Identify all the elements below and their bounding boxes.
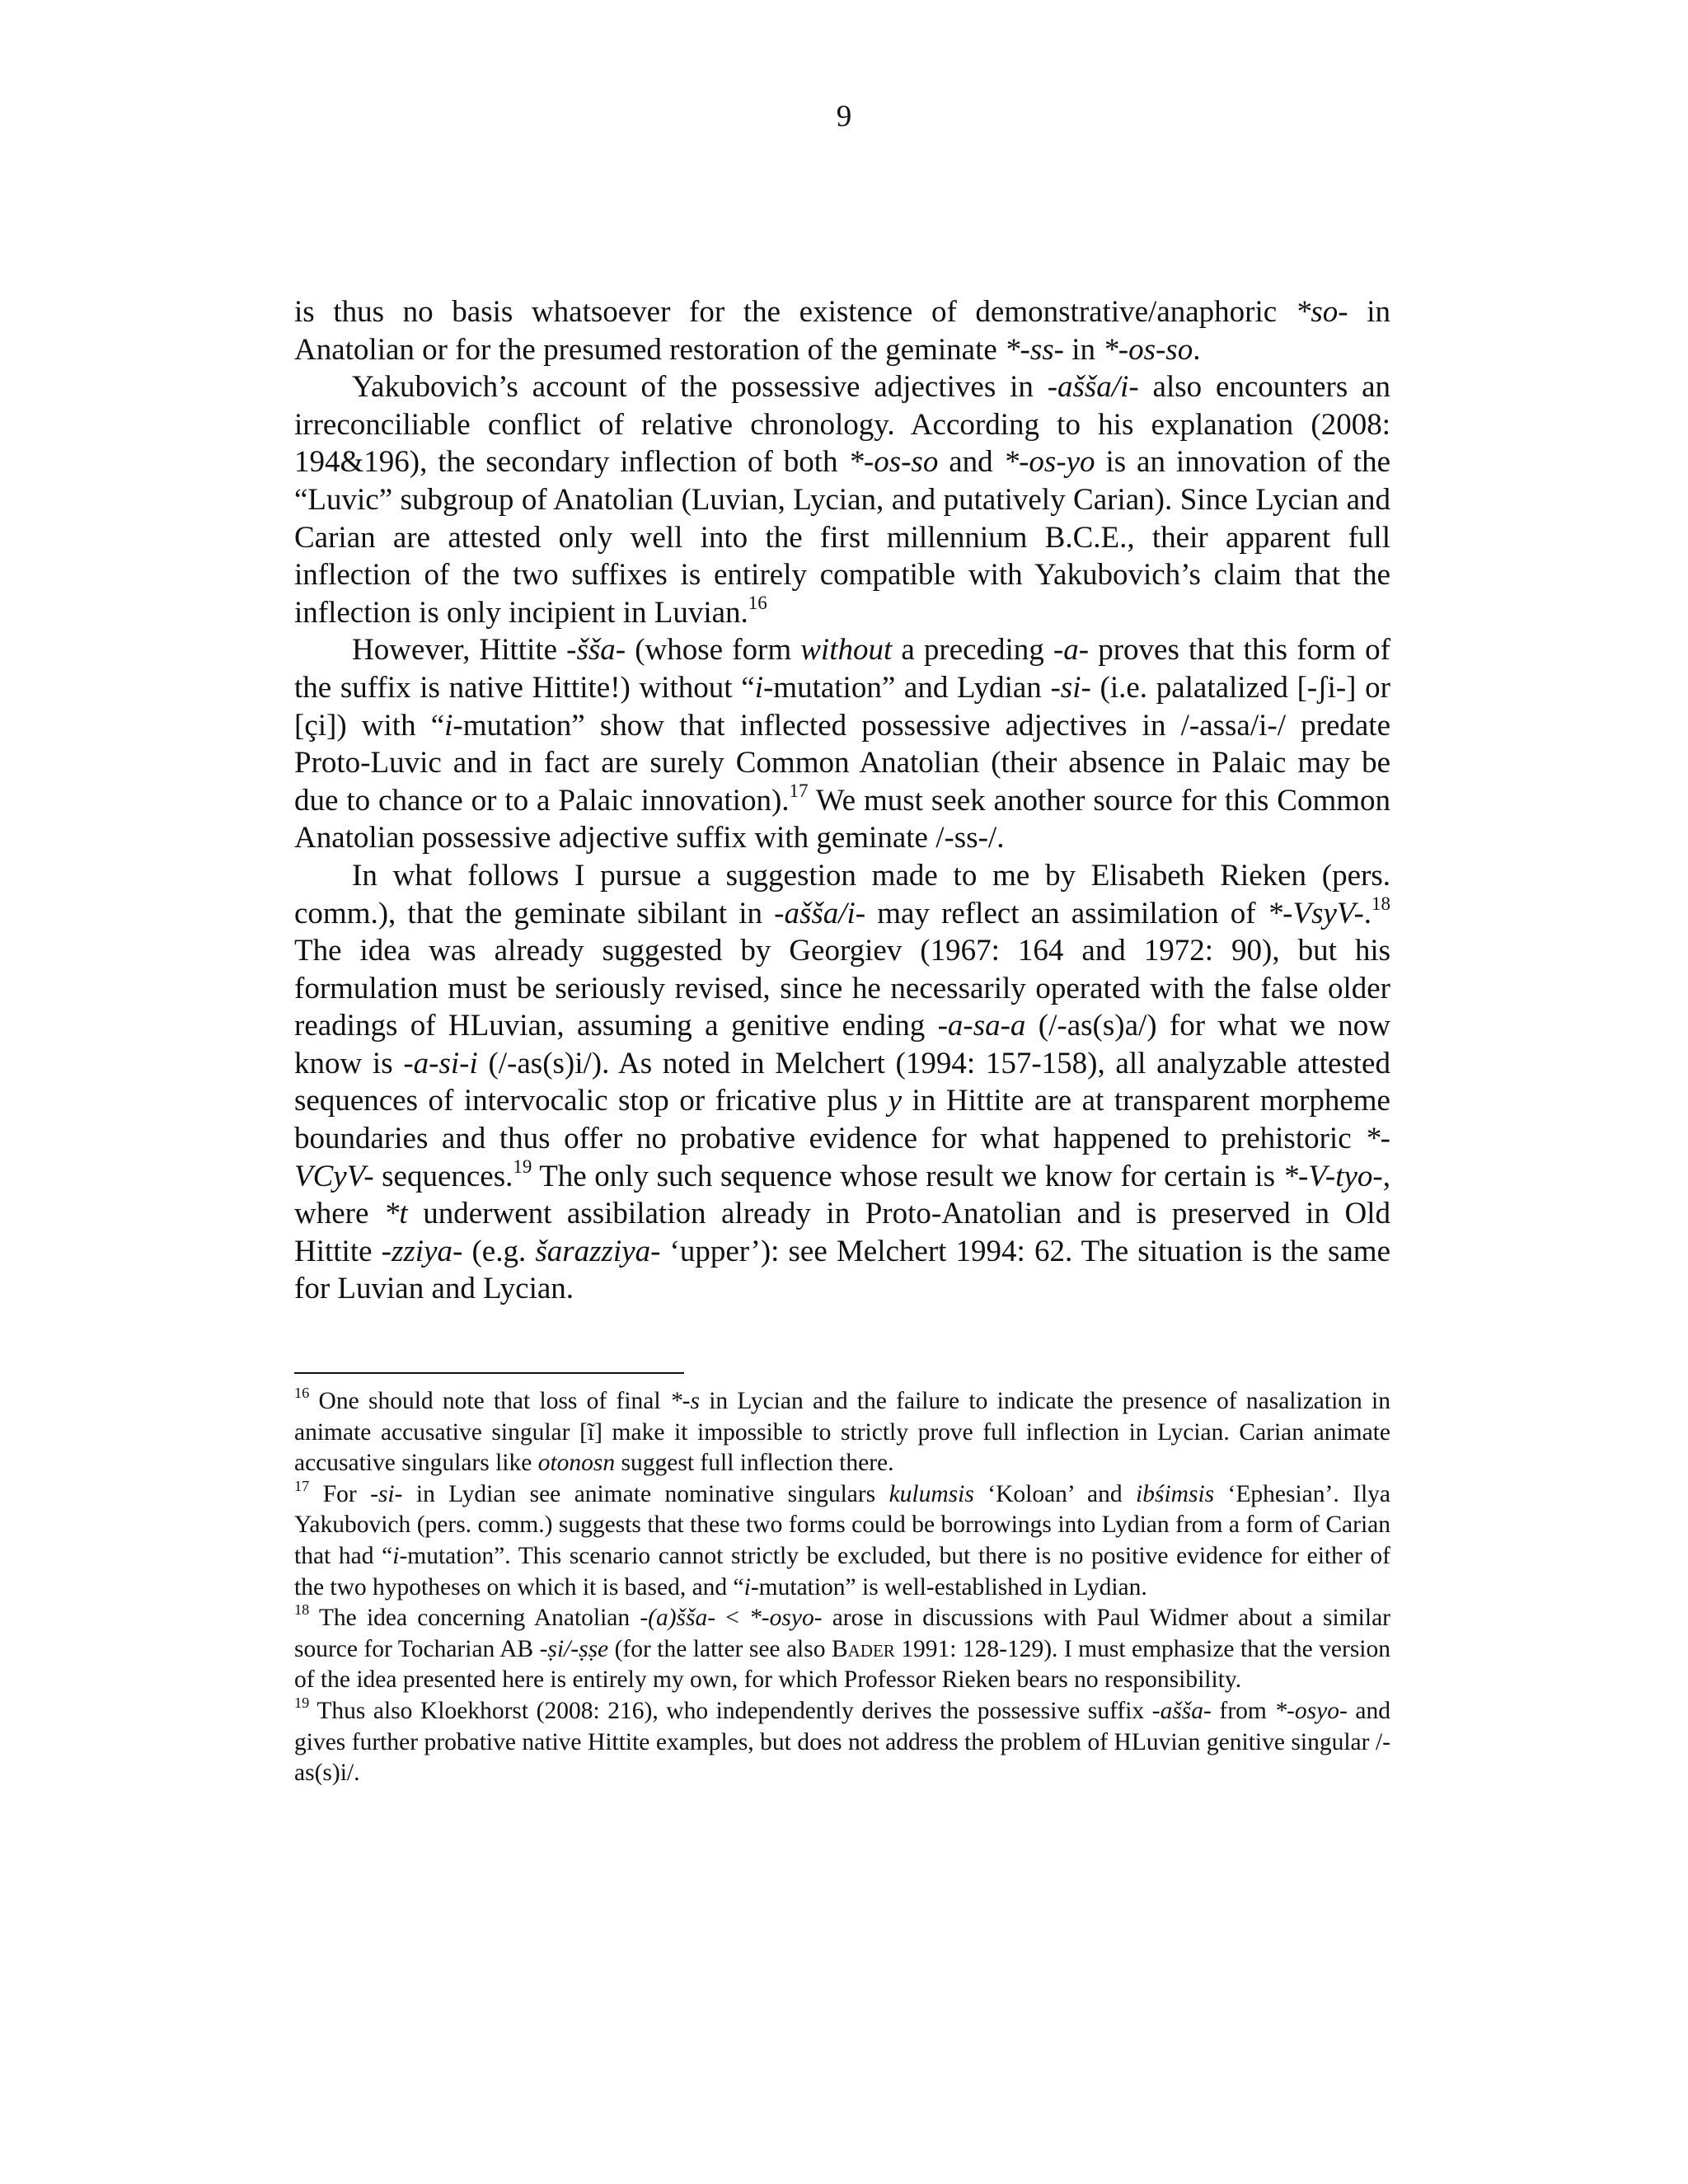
body-paragraph: [294, 857, 1390, 1308]
footnote-19: [294, 1696, 1390, 1789]
text-run: may reflect an assimilation of: [865, 896, 1268, 930]
text-run: One should note that loss of final: [309, 1388, 670, 1414]
text-run: (whose form: [626, 633, 801, 668]
italic-term: -zziya-: [381, 1234, 463, 1268]
text-run: The only such sequence whose result we know for certain is: [532, 1159, 1283, 1193]
text-run: (e.g.: [462, 1234, 536, 1268]
footnote-marker: 18: [294, 1601, 310, 1619]
italic-term: kulumsis: [889, 1480, 974, 1507]
text-run: 1991: 128-129). I must emphasize that the version of the idea presented here is entirely my own, for which Professor Rieken bears no responsibility.: [294, 1635, 1391, 1694]
page-number: 9: [836, 100, 852, 134]
text-run: in Anatolian or for the presumed restoration of the geminate: [294, 295, 1390, 367]
italic-term: *-V-tyo-: [1282, 1159, 1383, 1193]
footnote-18: [294, 1603, 1390, 1696]
text-run: .: [1193, 332, 1201, 367]
footnotes: [294, 1386, 1390, 1789]
text-run: in Lydian see animate nominative singulars: [402, 1480, 889, 1507]
text-run: is an innovation of the “Luvic” subgroup of Anatolian (Luvian, Lycian, and putatively Carian). Since Lycian and Carian are attested only well into the first millennium B.C.E., their apparent full inflection of the two suffixes is entirely compatible with Yakubovich’s claim that the inflection is only incipient in Luvian.: [294, 445, 1390, 630]
footnote-marker: 17: [294, 1477, 310, 1494]
footnote-marker: 16: [294, 1385, 310, 1402]
text-run: in Lycian and the failure to indicate the presence of nasalization in animate accusative singular [ĩ] make it impossible to strictly prove full inflection in Lycian. Carian animate accusative singulars like: [294, 1388, 1390, 1477]
text-run: However, Hittite: [352, 633, 567, 668]
text-run: in Hittite are at transparent morpheme boundaries and thus offer no probative evidence for what happened to prehistoric: [294, 1084, 1390, 1156]
italic-term: -si-: [370, 1480, 403, 1507]
italic-term: i: [754, 670, 763, 705]
text-run: underwent assibilation already in Proto-Anatolian and is preserved in Old Hittite: [294, 1197, 1390, 1268]
text-run: is thus no basis whatsoever for the existence of demonstrative/anaphoric: [294, 295, 1296, 329]
text-run: .: [1363, 896, 1372, 930]
body-paragraph: [294, 368, 1390, 631]
footnote-17: [294, 1479, 1390, 1603]
text-run: a preceding: [892, 633, 1053, 668]
text-run: and: [938, 445, 1004, 480]
footnote-marker: 18: [1372, 893, 1390, 914]
italic-term: y: [888, 1084, 903, 1118]
text-run: from: [1211, 1697, 1275, 1724]
text-run: The idea was already suggested by Georgiev (1967: 164 and 1972: 90), but his formulation must be seriously revised, since he necessarily operated with the false older readings of HLuvian, assuming a genitive ending: [294, 934, 1390, 1043]
text-run: -mutation”. This scenario cannot strictly be excluded, but there is no positive evidence for either of the two hypotheses on which it is based, and “: [294, 1542, 1390, 1601]
text-run: The idea concerning Anatolian: [309, 1605, 640, 1632]
footnote-marker: 16: [748, 592, 767, 613]
italic-term: -šša-: [566, 633, 626, 668]
text-run: -mutation” and Lydian: [762, 670, 1051, 705]
text-run: (/-as(s)i/). As noted in Melchert (1994: 157-158), all analyzable attested sequences of intervocalic stop or fricative plus: [294, 1046, 1390, 1118]
body-paragraph: [294, 631, 1390, 857]
footnote-marker: 17: [789, 780, 809, 801]
italic-term: otonosn: [537, 1450, 616, 1477]
text-run: proves that this form of the suffix is native Hittite!) without “: [294, 633, 1390, 705]
italic-term: i: [743, 1573, 751, 1601]
footnote-16: [294, 1386, 1390, 1479]
text-run: For: [309, 1480, 371, 1507]
italic-term: i: [392, 1542, 400, 1569]
italic-term: *-VsyV-: [1267, 896, 1364, 930]
text-run: and gives further probative native Hittite examples, but does not address the problem of HLuvian genitive singular /-as(s)i/.: [294, 1697, 1391, 1787]
italic-term: without: [800, 633, 893, 668]
italic-term: *-ss-: [1005, 332, 1064, 367]
text-run: sequences.: [373, 1159, 513, 1193]
italic-term: i: [444, 708, 453, 743]
italic-term: *-osyo-: [749, 1605, 823, 1632]
body-paragraph: [294, 293, 1390, 368]
body-text: [294, 293, 1390, 1308]
footnote-marker: 19: [294, 1694, 310, 1712]
italic-term: -(a)šša-: [640, 1605, 716, 1632]
text-run: <: [715, 1605, 750, 1632]
small-caps-name: Bader: [831, 1635, 895, 1662]
italic-term: -si-: [1050, 670, 1091, 705]
text-run: We must seek another source for this Common Anatolian possessive adjective suffix with geminate /-ss-/.: [294, 783, 1391, 855]
text-run: In what follows I pursue a suggestion made to me by Elisabeth Rieken (pers. comm.), that the geminate sibilant in: [294, 858, 1390, 930]
text-run: Yakubovich’s account of the possessive adjectives in: [352, 370, 1048, 405]
italic-term: *-s: [669, 1388, 700, 1414]
text-run: , where: [294, 1159, 1390, 1231]
italic-term: *t: [383, 1197, 408, 1231]
italic-term: *-os-yo: [1003, 445, 1095, 480]
text-run: (/-as(s)a/) for what we now know is: [294, 1009, 1390, 1080]
italic-term: -a-sa-a: [937, 1009, 1026, 1043]
text-run: -mutation” show that inflected possessive adjectives in /-assa/i-/ predate Proto-Luvic and in fact are surely Common Anatolian (their absence in Palaic may be due to chance or to a Palaic innovation).: [294, 708, 1390, 818]
text-run: -mutation” is well-established in Lydian.: [750, 1573, 1147, 1601]
footnote-marker: 19: [513, 1155, 532, 1177]
italic-term: -a-: [1053, 633, 1090, 668]
text-run: ‘upper’): see Melchert 1994: 62. The situation is the same for Luvian and Lycian.: [294, 1234, 1390, 1306]
italic-term: -ašša/i-: [1047, 370, 1139, 405]
italic-term: *-os-so: [848, 445, 939, 480]
text-run: Thus also Kloekhorst (2008: 216), who independently derives the possessive suffix: [309, 1697, 1152, 1724]
italic-term: -a-si-i: [403, 1046, 478, 1080]
italic-term: *-osyo-: [1274, 1697, 1348, 1724]
text-run: also encounters an irreconciliable conflict of relative chronology. According to his explanation (2008: 194&196), the secondary inflection of both: [294, 370, 1390, 480]
text-run: ‘Koloan’ and: [973, 1480, 1137, 1507]
italic-term: -ašša-: [1151, 1697, 1212, 1724]
footnote-divider: [294, 1372, 684, 1374]
italic-term: *so-: [1295, 295, 1348, 329]
text-run: arose in discussions with Paul Widmer about a similar source for Tocharian AB: [294, 1605, 1390, 1662]
text-run: ‘Ephesian’. Ilya Yakubovich (pers. comm.) suggests that these two forms could be borrowings into Lydian from a form of Carian that had “: [294, 1480, 1390, 1569]
text-run: (for the latter see also: [608, 1635, 832, 1662]
text-run: (i.e. palatalized [-ʃi-] or [çi]) with “: [294, 670, 1390, 743]
italic-term: *-os-so: [1103, 332, 1193, 367]
italic-term: *-VCyV-: [294, 1122, 1390, 1193]
text-run: suggest full inflection there.: [615, 1450, 894, 1477]
text-run: in: [1063, 332, 1104, 367]
italic-term: -ašša/i-: [774, 896, 866, 930]
italic-term: -ṣi/-ṣṣe: [539, 1635, 609, 1662]
italic-term: ibśimsis: [1136, 1480, 1215, 1507]
italic-term: šarazziya-: [535, 1234, 661, 1268]
